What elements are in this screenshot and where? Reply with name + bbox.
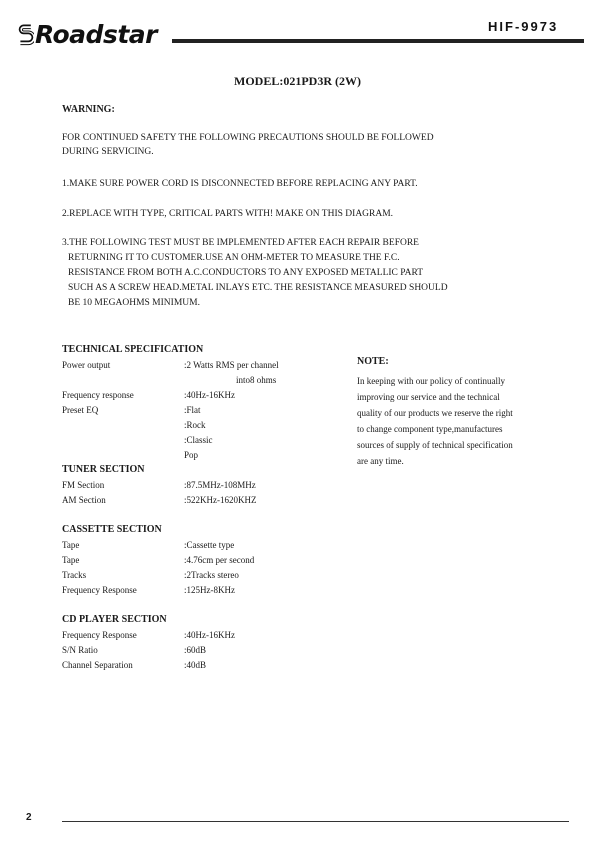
spec-value: :Flat <box>184 405 201 415</box>
brand-logo-mark <box>18 22 34 48</box>
spec-value: :Rock <box>184 420 206 430</box>
spec-value: :40Hz-16KHz <box>184 630 235 640</box>
note-line: to change component type,manufactures <box>357 424 503 434</box>
spec-value: Pop <box>184 450 199 460</box>
spec-label: Channel Separation <box>62 660 133 670</box>
note-heading: NOTE: <box>357 356 389 367</box>
note-line: are any time. <box>357 456 404 466</box>
warning-item-2: 2.REPLACE WITH TYPE, CRITICAL PARTS WITH! MAKE ON THIS DIAGRAM. <box>62 209 394 219</box>
cassette-heading: CASSETTE SECTION <box>62 524 162 535</box>
footer-rule <box>62 821 569 822</box>
spec-label: Frequency response <box>62 390 134 400</box>
spec-value: :522KHz-1620KHZ <box>184 495 257 505</box>
spec-label: Tracks <box>62 570 87 580</box>
note-body <box>357 373 557 469</box>
spec-value: :60dB <box>184 645 207 655</box>
spec-label: FM Section <box>62 480 105 490</box>
spec-value: :Cassette type <box>184 540 235 550</box>
spec-value: :2Tracks stereo <box>184 570 239 580</box>
spec-label: Preset EQ <box>62 405 99 415</box>
note-line: quality of our products we reserve the right <box>357 408 513 418</box>
warning-item-3-line-4: SUCH AS A SCREW HEAD.METAL INLAYS ETC. THE RESISTANCE MEASURED SHOULD <box>68 283 448 293</box>
spec-value: :40Hz-16KHz <box>184 390 235 400</box>
spec-value: into8 ohms <box>236 375 277 385</box>
spec-label: AM Section <box>62 495 106 505</box>
spec-value: :2 Watts RMS per channel <box>184 360 279 370</box>
page-number: 2 <box>26 812 32 823</box>
model-code: HIF-9973 <box>488 19 559 34</box>
warning-item-3-line-3: RESISTANCE FROM BOTH A.C.CONDUCTORS TO ANY EXPOSED METALLIC PART <box>68 268 424 278</box>
note-line: sources of supply of technical specification <box>357 440 513 450</box>
spec-label: S/N Ratio <box>62 645 98 655</box>
spec-value: :Classic <box>184 435 213 445</box>
spec-label: Tape <box>62 540 80 550</box>
tech-spec-heading: TECHNICAL SPECIFICATION <box>62 344 204 355</box>
note-line: improving our service and the technical <box>357 392 500 402</box>
spec-value: :87.5MHz-108MHz <box>184 480 256 490</box>
brand-logo: Roadstar <box>35 20 157 49</box>
spec-value: :40dB <box>184 660 207 670</box>
cd-player-heading: CD PLAYER SECTION <box>62 614 167 625</box>
warning-item-3-line-5: BE 10 MEGAOHMS MINIMUM. <box>68 298 200 308</box>
spec-label: Frequency Response <box>62 630 137 640</box>
page-title: MODEL:021PD3R (2W) <box>234 74 361 88</box>
spec-label: Tape <box>62 555 80 565</box>
warning-heading: WARNING: <box>62 104 115 115</box>
spec-label: Power output <box>62 360 111 370</box>
warning-intro-line-2: DURING SERVICING. <box>62 147 154 157</box>
note-line: In keeping with our policy of continually <box>357 376 505 386</box>
tuner-heading: TUNER SECTION <box>62 464 145 475</box>
warning-item-1: 1.MAKE SURE POWER CORD IS DISCONNECTED BEFORE REPLACING ANY PART. <box>62 179 418 189</box>
warning-item-3-line-1: 3.THE FOLLOWING TEST MUST BE IMPLEMENTED AFTER EACH REPAIR BEFORE <box>62 238 419 248</box>
spec-value: :125Hz-8KHz <box>184 585 235 595</box>
header-rule <box>172 39 584 43</box>
warning-item-3-line-2: RETURNING IT TO CUSTOMER.USE AN OHM-METER TO MEASURE THE F.C. <box>68 253 400 263</box>
spec-label: Frequency Response <box>62 585 137 595</box>
spec-value: :4.76cm per second <box>184 555 255 565</box>
warning-intro-line-1: FOR CONTINUED SAFETY THE FOLLOWING PRECAUTIONS SHOULD BE FOLLOWED <box>62 133 434 143</box>
